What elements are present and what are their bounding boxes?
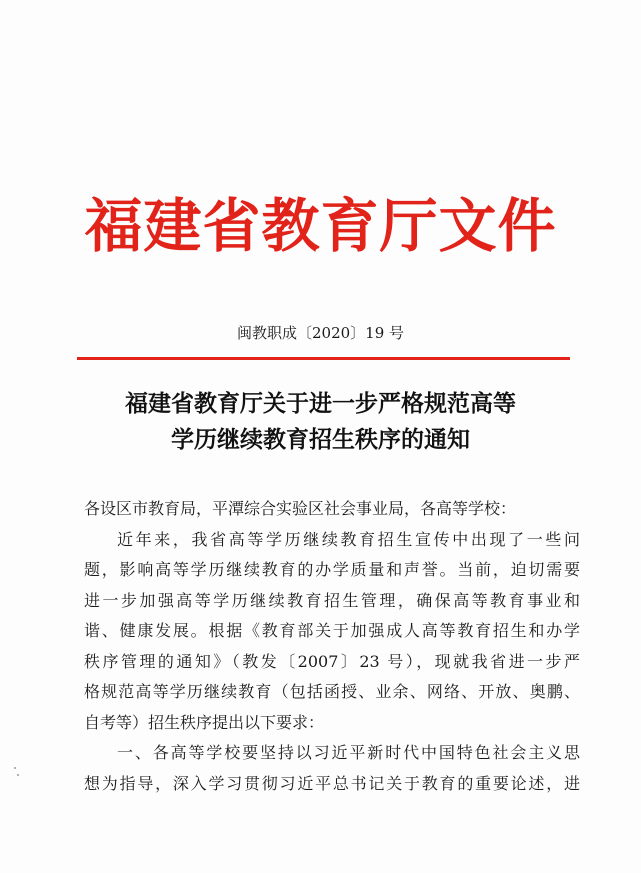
masthead-title: 福建省教育厅文件 — [84, 192, 557, 260]
notice-title — [0, 386, 641, 458]
body-line: 自考等）招生秩序提出以下要求： — [84, 712, 325, 732]
body-line: 一、各高等学校要坚持以习近平新时代中国特色社会主义思 — [117, 743, 580, 762]
addressee-line: 各设区市教育局，平潭综合实验区社会事业局，各高等学校： — [84, 499, 517, 518]
body-line: 题，影响高等学历继续教育的办学质量和声誉。当前，迫切需要 — [84, 560, 580, 579]
body-line: 谐、健康发展。根据《教育部关于加强成人高等教育招生和办学 — [84, 621, 580, 640]
notice-title-line-2: 学历继续教育招生秩序的通知 — [171, 426, 470, 453]
notice-body — [84, 494, 580, 799]
notice-title-line-1: 福建省教育厅关于进一步严格规范高等 — [125, 390, 516, 417]
body-line: 近年来，我省高等学历继续教育招生宣传中出现了一些问 — [117, 529, 580, 549]
body-line: 进一步加强高等学历继续教育招生管理，确保高等教育事业和 — [84, 590, 580, 610]
body-line: 格规范高等学历继续教育（包括函授、业余、网络、开放、奥鹏、 — [84, 682, 580, 701]
red-separator-line — [77, 357, 570, 360]
document-number: 闽教职成〔2020〕19 号 — [236, 324, 405, 342]
body-line: 秩序管理的通知》（教发〔2007〕23 号），现就我省进一步严 — [84, 651, 580, 671]
body-line: 想为指导，深入学习贯彻习近平总书记关于教育的重要论述，进 — [84, 773, 580, 793]
scan-speck — [14, 767, 16, 769]
scan-speck — [17, 774, 19, 776]
